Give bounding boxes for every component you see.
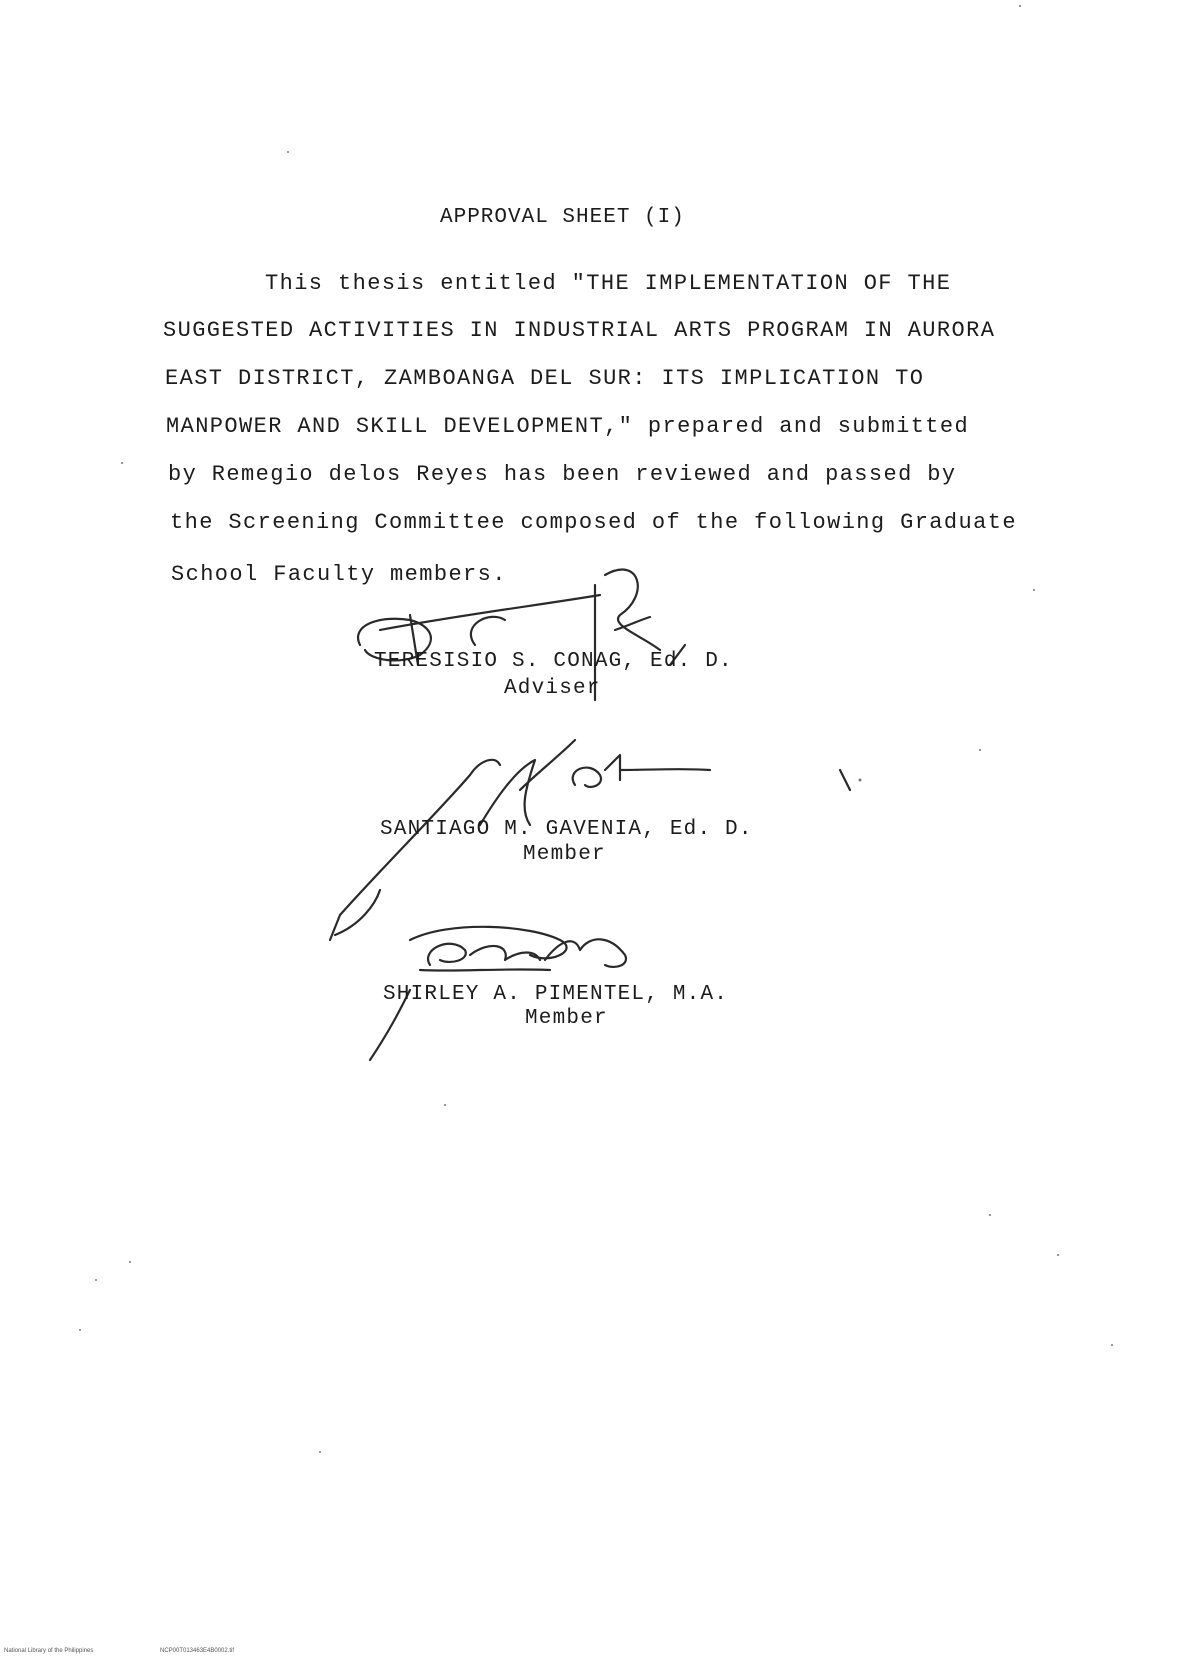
- paragraph-line: School Faculty members.: [171, 562, 507, 587]
- paragraph-line: MANPOWER AND SKILL DEVELOPMENT," prepared and submitted: [166, 414, 970, 439]
- paragraph-line: This thesis entitled "THE IMPLEMENTATION OF THE: [265, 271, 952, 296]
- signatory-role: Member: [525, 1007, 608, 1030]
- signatory-name: TERESISIO S. CONAG, Ed. D.: [374, 650, 733, 673]
- paragraph-line: by Remegio delos Reyes has been reviewed and passed by: [168, 462, 957, 487]
- paragraph-line: SUGGESTED ACTIVITIES IN INDUSTRIAL ARTS PROGRAM IN AURORA: [163, 318, 996, 343]
- signatory-role: Adviser: [504, 677, 601, 700]
- footer-library: National Library of the Philippines: [4, 1648, 94, 1654]
- footer-file-id: NCP00T013463E4B0002.tif: [160, 1648, 235, 1654]
- document-title: APPROVAL SHEET (I): [440, 206, 685, 229]
- paragraph-line: the Screening Committee composed of the following Graduate: [170, 510, 1017, 535]
- signatory-name: SHIRLEY A. PIMENTEL, M.A.: [383, 983, 729, 1006]
- paragraph-line: EAST DISTRICT, ZAMBOANGA DEL SUR: ITS IMPLICATION TO: [165, 366, 925, 391]
- signatory-name: SANTIAGO M. GAVENIA, Ed. D.: [380, 818, 753, 841]
- signatory-role: Member: [523, 843, 606, 866]
